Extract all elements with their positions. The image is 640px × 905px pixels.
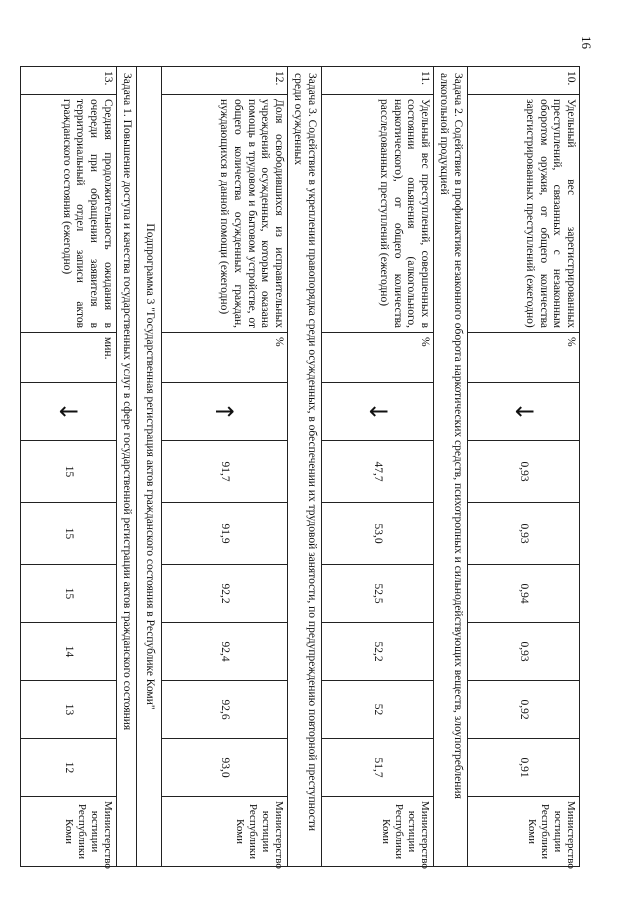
value: 92,4 (161, 623, 287, 681)
indicator-name: Удельный вес преступлений, совершенных в состоянии опьянения (алкогольного, наркотического), от общего количества расследованных преступлений (ежегодно) (321, 95, 433, 333)
indicator-name: Средняя продолжительность ожидания в очереди при обращении заявителя в территориальный отдел записи актов гражданского состояния (ежегодно) (20, 95, 116, 333)
trend-arrow: ↓ (468, 383, 580, 441)
subprogram-3: Подпрограмма 3 "Государственная регистрация актов гражданского состояния в Республике Коми" (137, 67, 162, 867)
unit: % (468, 333, 580, 383)
value: 12 (20, 739, 116, 797)
task-3: Задача 3. Содействие в укреплении правопорядка среди осужденных, в обеспечении их трудовой занятости, по предупреждению повторной преступности среди осужденных (287, 67, 321, 867)
value: 0,94 (468, 565, 580, 623)
responsible-org: Министерство юстиции Республики Коми (20, 797, 116, 867)
indicators-table (20, 66, 580, 867)
value: 13 (20, 681, 116, 739)
responsible-org: Министерство юстиции Республики Коми (468, 797, 580, 867)
value: 51,7 (321, 739, 433, 797)
row-number: 10. (468, 67, 580, 95)
row-number: 12. (161, 67, 287, 95)
value: 93,0 (161, 739, 287, 797)
responsible-org: Министерство юстиции Республики Коми (161, 797, 287, 867)
table-row (468, 67, 580, 867)
trend-arrow: ↓ (20, 383, 116, 441)
value: 91,7 (161, 441, 287, 503)
task-row (116, 67, 137, 867)
row-number: 11. (321, 67, 433, 95)
value: 52,5 (321, 565, 433, 623)
task-row (287, 67, 321, 867)
value: 15 (20, 441, 116, 503)
value: 14 (20, 623, 116, 681)
table-row (20, 67, 116, 867)
table-row (161, 67, 287, 867)
page-number: 16 (579, 36, 594, 49)
value: 15 (20, 503, 116, 565)
value: 47,7 (321, 441, 433, 503)
unit: % (161, 333, 287, 383)
task-2: Задача 2. Содействие в профилактике незаконного оборота наркотических средств, психотропных и сильнодействующих веществ, злоупотребления алкогольной продукцией (433, 67, 467, 867)
row-number: 13. (20, 67, 116, 95)
table-row (321, 67, 433, 867)
value: 0,93 (468, 623, 580, 681)
rotated-page (54, 66, 580, 869)
value: 92,2 (161, 565, 287, 623)
value: 0,93 (468, 503, 580, 565)
value: 92,6 (161, 681, 287, 739)
value: 91,9 (161, 503, 287, 565)
task-1: Задача 1. Повышение доступа и качества государственных услуг в сфере государственной регистрации актов гражданского состояния (116, 67, 137, 867)
subprogram-row (137, 67, 162, 867)
indicator-name: Удельный вес зарегистрированных преступлений, связанных с незаконным оборотом оружия, от общего количества зарегистрированных преступлений (ежегодно) (468, 95, 580, 333)
value: 0,92 (468, 681, 580, 739)
trend-arrow: ↑ (161, 383, 287, 441)
responsible-org: Министерство юстиции Республики Коми (321, 797, 433, 867)
value: 52 (321, 681, 433, 739)
value: 52,2 (321, 623, 433, 681)
unit: мин. (20, 333, 116, 383)
indicator-name: Доля освободившихся из исправительных учреждений осужденных, которым оказана помощь в трудовом и бытовом устройстве, от общего количества осужденных граждан, нуждающихся в данной помощи (ежегодно) (161, 95, 287, 333)
value: 0,91 (468, 739, 580, 797)
unit: % (321, 333, 433, 383)
value: 15 (20, 565, 116, 623)
task-row (433, 67, 467, 867)
value: 53,0 (321, 503, 433, 565)
trend-arrow: ↓ (321, 383, 433, 441)
value: 0,93 (468, 441, 580, 503)
